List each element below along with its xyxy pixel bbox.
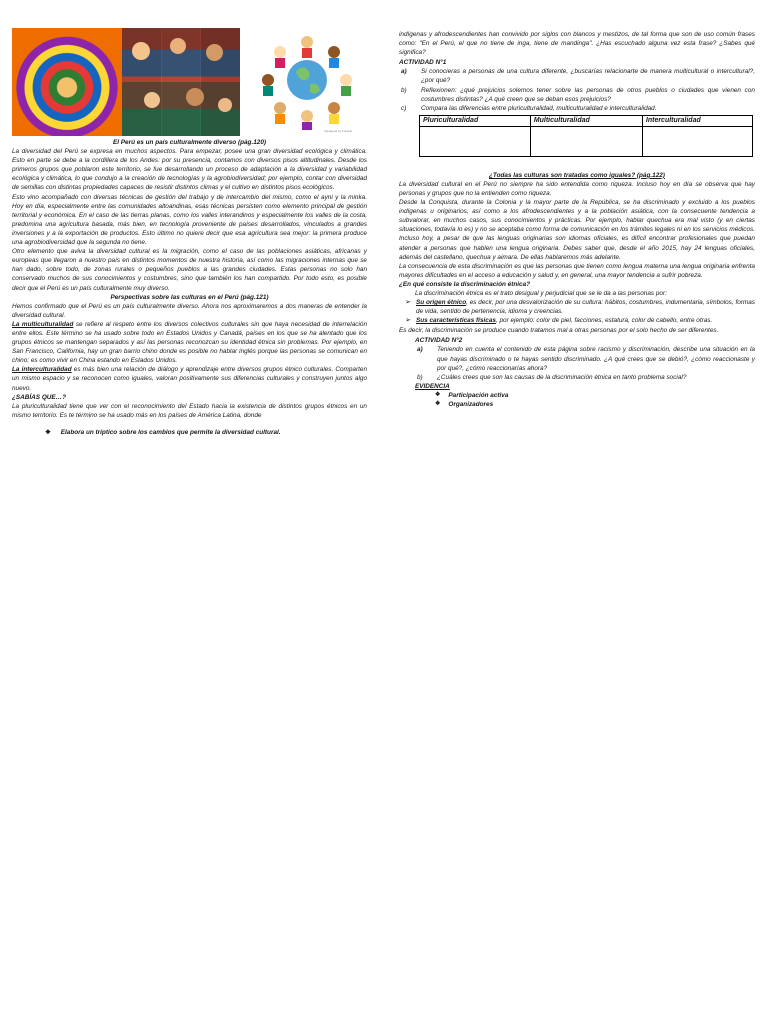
- term-interculturalidad: La interculturalidad: [12, 366, 72, 374]
- arrow-bullet-icon: ➢: [405, 299, 411, 307]
- discrimination-causes-list: [399, 298, 755, 326]
- term-multiculturalidad: La multiculturalidad: [12, 320, 74, 328]
- table-cell[interactable]: [530, 126, 642, 156]
- task-text: Elabora un tríptico sobre los cambios que permite la diversidad cultural.: [60, 428, 281, 436]
- diamond-bullet-icon: ❖: [435, 400, 441, 407]
- table-header-pluri: Pluriculturalidad: [420, 115, 531, 126]
- comparison-table: [419, 115, 753, 157]
- list-item: c) Compara las diferencias entre pluriculturalidad, multiculturalidad e interculturalidad.: [401, 104, 657, 112]
- evidencia-heading: EVIDENCIA: [415, 382, 450, 390]
- list-item: a) Si conocieras a personas de una cultura diferente, ¿buscarías relacionarte de manera multicultural o intercultural?, ¿por qué?: [401, 68, 755, 85]
- table-cell[interactable]: [642, 126, 752, 156]
- activity-1-list: [399, 67, 755, 112]
- section-title-equality: ¿Todas las culturas son tratadas como iguales? (pág.122): [489, 171, 665, 179]
- list-item: ❖ Organizadores: [435, 400, 494, 408]
- arrow-bullet-icon: ➢: [405, 317, 411, 325]
- paragraph-11: La discriminación étnica es el trato desigual y perjudicial que se le da a las personas por:: [415, 290, 667, 297]
- paragraph-1: La diversidad del Perú se expresa en muchos aspectos. Para empezar, posee una gran diversidad ecológica y climática. Esto en parte se debe a la cordillera de los Andes: por su presencia, contamos con diversos pisos altitudinales. Desde los primeros grupos que poblaron este territorio, se fue desarrollando un proceso de adaptación a la diversidad y variabilidad ecológica y climática, lo que condujo a la creación de tecnologías y la agrobiodiversidad; por ejemplo, contar con diversidad de semillas con distintas propiedades capaces de resistir distintos climas y el cultivo en distintos pisos ecológicos.: [12, 148, 367, 192]
- activity-2-list: [399, 345, 755, 381]
- diamond-bullet-icon: ❖: [45, 428, 51, 436]
- diamond-bullet-icon: ❖: [435, 391, 441, 398]
- list-item: ➢ Su origen étnico, es decir, por una desvalorización de su cultura: hábitos, costumbres, indumentaria, símbolos, formas de vida, sentido de pertenencia, idioma y creencias.: [399, 298, 755, 316]
- activity-2-title: ACTIVIDAD N°2: [415, 337, 463, 345]
- image-credit: Designed by Freepik: [324, 128, 352, 133]
- paragraph-9: Desde la Conquista, durante la Colonia y la mayor parte de la República, se ha discriminado y excluido a los pueblos indígenas u originarios, así como a los afrodescendientes y a la población asiática, con la consecuente tendencia a subvalorar, en muchos casos, sus conocimientos y prácticas. Por ejemplo, hablar quechua era mal visto (y en ciertas situaciones, todavía lo es) y no se aceptaba como forma de comunicación en los trámites legales ni en los servicios médicos. Incluso hoy, a pesar de que las lenguas originarias son idiomas oficiales, es difícil encontrar profesionales que puedan atender a personas que hablen una lengua originaria. Debes saber que, desde el año 2015, hay 24 lenguas oficiales, además del castellano, quechua y aimara. De ellas hablaremos más adelante.: [399, 199, 755, 261]
- paragraph-2: Esto vino acompañado con diversas técnicas de gestión del trabajo y de intercambio del mismo, como el ayni y la minka. Hoy en día, especialmente entre las comunidades altoandinas, esas técnicas persisten como elemento principal de gestión territorial y económica. En el caso de las tierras planas, como los valles interandinos y especialmente los valles de la costa, predomina una agricultura basada, más bien, en tecnología proveniente de países desarrollados, vinculados a grandes inversiones y a la exportación de productos. Esto último no quiere decir que esa agricultura sea mejor: la primera produce una agrobiodiversidad que la segunda no tiene.: [12, 193, 367, 247]
- activity-1-title: ACTIVIDAD N°1: [399, 59, 447, 67]
- table-cell[interactable]: [420, 126, 531, 156]
- question-discrimination: ¿En qué consiste la discriminación étnica?: [399, 280, 531, 288]
- paragraph-10: La consecuencia de esta discriminación es que las personas que tienen como lengua materna una lengua originaria enfrenta mayores dificultades en el acceso a educación y salud y, en general, una mayor tendencia a sufrir pobreza.: [399, 262, 755, 279]
- left-column: [12, 28, 367, 437]
- paragraph-interculturalidad: La interculturalidad es más bien una relación de diálogo y aprendizaje entre diversos grupos étnico culturales. Comparten un mismo espacio y se reconocen como iguales, valoran positivamente sus diferencias culturales y construyen juntos algo nuevo.: [12, 366, 367, 392]
- paragraph-3: Otro elemento que aviva la diversidad cultural es la migración, como el caso de las poblaciones asiáticas, africanas y europeas que llegaron a nuestro país en distintos momentos de nuestra historia, así como las migraciones internas que se han dado, sobre todo, de zonas rurales o pequeños pueblos a las grandes ciudades. Estas personas no solo han conservado muchos de sus conocimientos y costumbres, sino que también los han compartido. Por todo esto, es posible decir que el Perú es un país culturalmente muy diverso.: [12, 248, 367, 292]
- right-column: [399, 30, 755, 409]
- task-tryptic: [45, 428, 367, 437]
- paragraph-pluriculturalidad: La pluriculturalidad tiene que ver con el reconocimiento del Estado hacia la existencia de distintos grupos étnicos en un mismo territorio. Es te término se ha usado más en los países de América Latina, donde: [12, 402, 367, 419]
- section-title-diverse: El Perú es un país culturalmente diverso (pág.120): [112, 139, 267, 146]
- collage-photo: [122, 28, 240, 136]
- paragraph-12: Es decir, la discriminación se produce cuando tratamos mal a otras personas por el solo hecho de ser diferentes.: [399, 327, 719, 335]
- table-header-multi: Multiculturalidad: [530, 115, 642, 126]
- list-item: ❖ Participación activa: [435, 391, 509, 399]
- list-item: b) ¿Cuáles crees que son las causas de la discriminación étnica en tanto problema social?: [417, 373, 687, 381]
- paragraph-multiculturalidad: La multiculturalidad se refiere al respeto entre los diversos colectivos culturales sin que haya necesidad de interrelación entre ellos. Este término se ha usado sobre todo en Estados Unidos y Canadá, países en los que se ha alentado que los grupos étnicos se mantengan separados y así las personas reconozcan su identidad étnica sin problemas. Por ejemplo, en San Francisco, California, hay un gran barrio chino donde es posible no hablar inglés porque las personas se comunican en chino; es como vivir en China estando en Estados Unidos.: [12, 320, 368, 365]
- list-item: a) Teniendo en cuenta el contenido de esta página sobre racismo y discriminación, describe una situación en la que hayas discriminado o te hayas sentido discriminado. ¿A qué crees que se debió?, ¿cómo reaccionaste y por qué?, ¿cómo reaccionarías ahora?: [417, 346, 755, 372]
- children-globe-illustration: [248, 28, 366, 136]
- paragraph-4: Hemos confirmado que el Perú es un país culturalmente diverso. Ahora nos aproximaremos a dos maneras de entender la diversidad cultural.: [12, 302, 367, 319]
- children-circle-photo: [12, 28, 122, 136]
- list-item: b) Reflexionen: ¿qué prejuicios solemos tener sobre las personas de otros pueblos o ciudades que vienen con costumbres distintas? ¿A qué creen que se deban esos prejuicios?: [401, 86, 755, 103]
- list-item: ➢ Sus características físicas, por ejemplo: color de piel, facciones, estatura, color de cabello, entre otras.: [399, 316, 755, 326]
- paragraph-continuation: indígenas y afrodescendientes han convivido por siglos con blancos y mestizos, de tal forma que son de uso común frases como: "En el Perú, el que no tiene de inga, tiene de mandinga". ¿Has escuchado alguna vez esta frase? ¿Sabes qué significa?: [399, 31, 755, 57]
- header-images: [12, 28, 367, 136]
- evidencia-list: [399, 391, 755, 409]
- section-title-perspectives: Perspectivas sobre las culturas en el Perú (pág.121): [110, 293, 269, 301]
- paragraph-8: La diversidad cultural en el Perú no siempre ha sido entendida como riqueza. Incluso hoy en día se observa que hay personas y grupos que no la entienden como riqueza.: [399, 180, 755, 197]
- table-header-inter: Interculturalidad: [642, 115, 752, 126]
- sabias-que-heading: ¿SABÍAS QUE…?: [12, 393, 66, 401]
